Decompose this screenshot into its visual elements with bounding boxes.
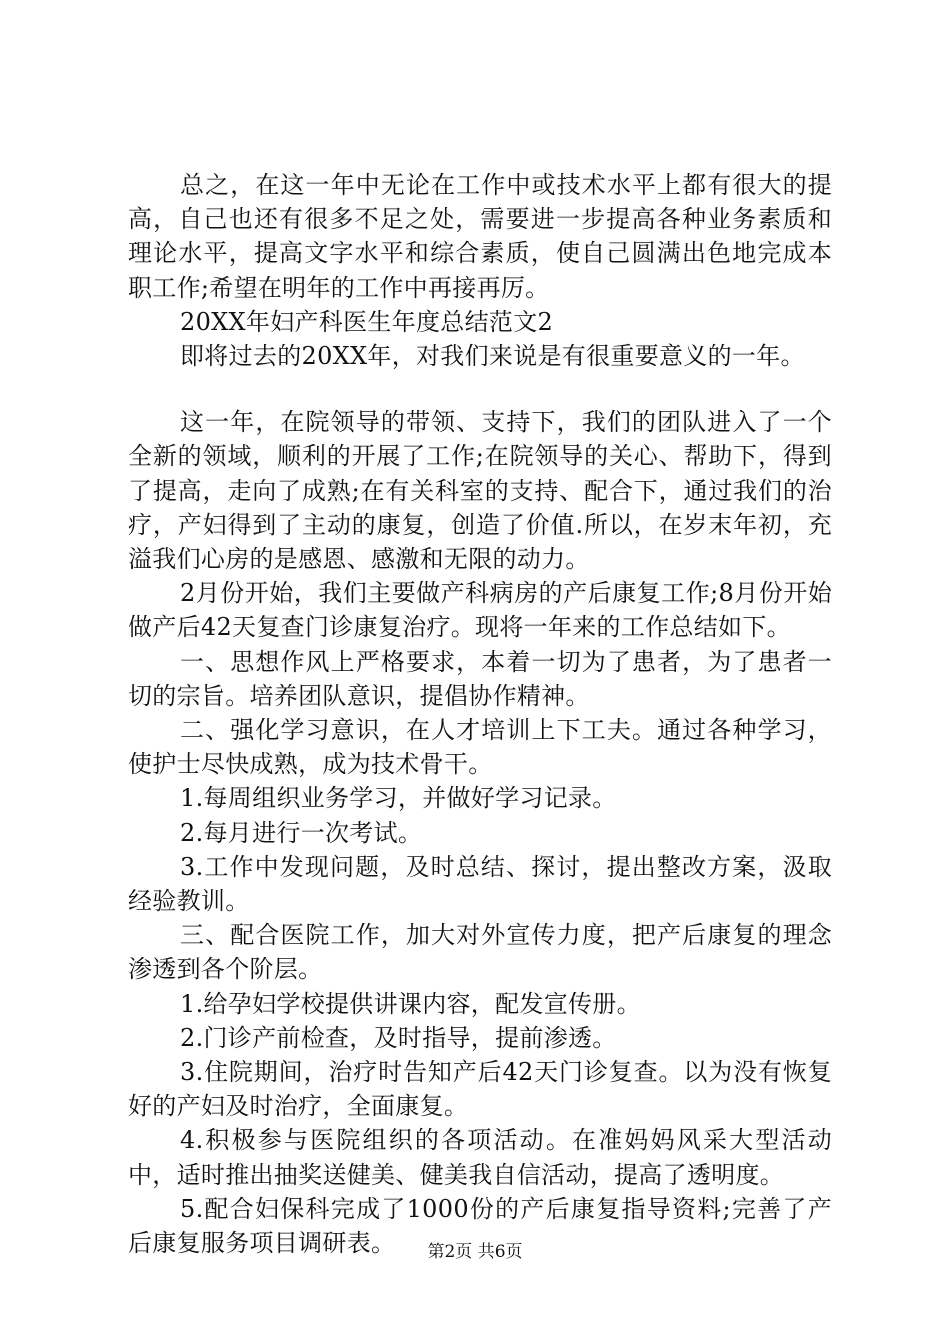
section-heading: 20XX年妇产科医生年度总结范文2 [180, 307, 554, 336]
list-item: 1.每周组织业务学习，并做好学习记录。 [180, 784, 617, 813]
list-item: 1.给孕妇学校提供讲课内容，配发宣传册。 [180, 989, 641, 1018]
paragraph-year-review: 这一年，在院领导的带领、支持下，我们的团队进入了一个全新的领域，顺利的开展了工作;在院领导的关心、帮助下，得到了提高，走向了成熟;在有关科室的支持、配合下，通过我们的治疗，产妇得到了主动的康复，创造了价值.所以，在岁末年初，充溢我们心房的是感恩、感激和无限的动力。 [128, 408, 832, 574]
document-body [128, 168, 832, 1260]
page-number-footer: 第2页 共6页 [427, 1242, 523, 1262]
paragraph-work-start: 2月份开始，我们主要做产科病房的产后康复工作;8月份开始做产后42天复查门诊康复治疗。现将一年来的工作总结如下。 [128, 579, 832, 642]
list-item: 5.配合妇保科完成了1000份的产后康复指导资料;完善了产后康复服务项目调研表。 [128, 1194, 832, 1258]
list-item: 2.门诊产前检查，及时指导，提前渗透。 [180, 1023, 617, 1052]
list-item: 4.积极参与医院组织的各项活动。在准妈妈风采大型活动中，适时推出抽奖送健美、健美我自信活动，提高了透明度。 [128, 1126, 832, 1189]
paragraph-intro: 即将过去的20XX年，对我们来说是有很重要意义的一年。 [180, 342, 805, 371]
section-two: 二、强化学习意识，在人才培训上下工夫。通过各种学习，使护士尽快成熟，成为技术骨干。 [128, 716, 832, 779]
list-item: 2.每月进行一次考试。 [180, 818, 423, 847]
list-item: 3.住院期间，治疗时告知产后42天门诊复查。以为没有恢复好的产妇及时治疗，全面康复。 [128, 1058, 832, 1121]
section-three: 三、配合医院工作，加大对外宣传力度，把产后康复的理念渗透到各个阶层。 [128, 921, 832, 984]
section-one: 一、思想作风上严格要求，本着一切为了患者，为了患者一切的宗旨。培养团队意识，提倡协作精神。 [128, 647, 832, 710]
list-item: 3.工作中发现问题，及时总结、探讨，提出整改方案，汲取经验教训。 [128, 852, 832, 916]
paragraph-summary: 总之，在这一年中无论在工作中或技术水平上都有很大的提高，自己也还有很多不足之处，需要进一步提高各种业务素质和理论水平，提高文字水平和综合素质，使自己圆满出色地完成本职工作;希望在明年的工作中再接再厉。 [128, 171, 832, 302]
